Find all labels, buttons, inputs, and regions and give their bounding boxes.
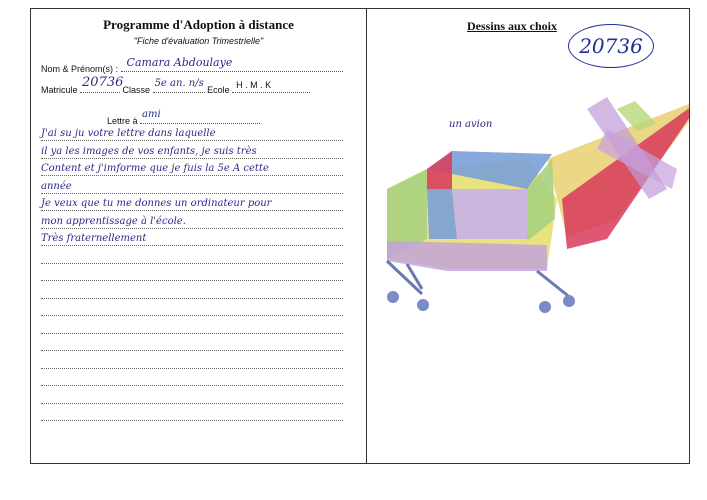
lettre-row: [107, 111, 260, 126]
info-row: [41, 75, 310, 95]
letter-line-text: mon apprentissage à l'école.: [41, 215, 186, 227]
lettre-label: Lettre à: [107, 116, 138, 126]
evaluation-card: [30, 8, 690, 464]
name-row: [41, 56, 343, 74]
letter-line-text: année: [41, 180, 72, 192]
letter-line: [41, 405, 343, 421]
stamp-number: 20736: [568, 24, 654, 68]
letter-line-text: J'ai su ju votre lettre dans laquelle: [41, 128, 216, 139]
letter-line: [41, 230, 343, 246]
letter-line: [41, 178, 343, 194]
letter-line-text: Je veux que tu me donnes un ordinateur pour: [41, 198, 272, 209]
letter-line: [41, 125, 343, 141]
letter-line: [41, 265, 343, 281]
wheel-4: [563, 295, 575, 307]
letter-section: [31, 9, 366, 463]
matricule-value: 20736: [82, 75, 124, 90]
letter-line: [41, 143, 343, 159]
cabin-window: [452, 189, 527, 239]
letter-line: [41, 353, 343, 369]
letter-line: [41, 335, 343, 351]
letter-line-text: il ya les images de vos enfants, je suis très: [41, 145, 257, 157]
ecole-value: H . M . K: [236, 80, 272, 90]
drawing-section: [367, 9, 689, 463]
drawing-title: Dessins aux choix: [467, 19, 558, 33]
form-title: Programme d'Adoption à distance: [103, 17, 294, 32]
letter-line: [41, 248, 343, 264]
letter-line: [41, 318, 343, 334]
skid-rear: [537, 271, 572, 299]
cabin-front: [427, 151, 452, 189]
body-bottom: [387, 241, 547, 271]
cabin-side: [427, 189, 457, 239]
form-subtitle: "Fiche d'évaluation Trimestrielle": [133, 36, 264, 46]
classe-value: 5e an. n/s: [154, 78, 204, 89]
letter-line: [41, 160, 343, 176]
letter-line: [41, 195, 343, 211]
letter-line: [41, 283, 343, 299]
classe-label: Classe: [122, 85, 151, 95]
wheel-2: [417, 299, 429, 311]
letter-line: [41, 388, 343, 404]
letter-line-text: Très fraternellement: [41, 233, 147, 244]
drawing-caption: un avion: [449, 119, 493, 130]
letter-line: [41, 370, 343, 386]
wheel-1: [387, 291, 399, 303]
wheel-3: [539, 301, 551, 313]
name-value: Camara Abdoulaye: [126, 56, 233, 69]
helicopter-drawing: [367, 9, 689, 463]
letter-line: [41, 213, 343, 229]
name-label: Nom & Prénom(s) :: [41, 64, 119, 74]
matricule-label: Matricule: [41, 85, 78, 95]
lettre-value: ami: [142, 109, 161, 120]
ecole-label: Ecole: [207, 85, 230, 95]
letter-line-text: Content et j'imforme que je fuis la 5e A cette: [41, 163, 269, 174]
letter-line: [41, 300, 343, 316]
